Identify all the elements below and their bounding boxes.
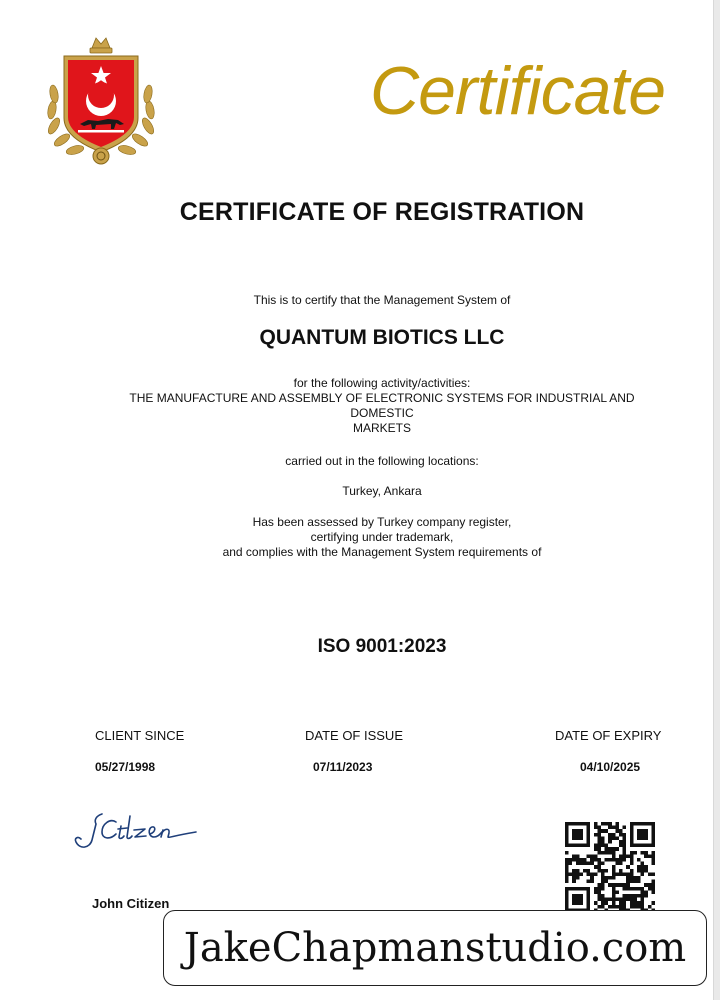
client-since-label: CLIENT SINCE	[95, 728, 185, 743]
iso-standard: ISO 9001:2023	[317, 636, 447, 657]
client-since-value: 05/27/1998	[95, 760, 156, 774]
company-name: QUANTUM BIOTICS LLC	[259, 326, 505, 349]
assessment-line: certifying under trademark,	[310, 530, 454, 544]
assessment-line: and complies with the Management System requirements of	[222, 545, 542, 559]
location-value: Turkey, Ankara	[342, 484, 422, 498]
signatory-name: John Citizen	[92, 896, 170, 911]
locations-intro: carried out in the following locations:	[285, 454, 479, 468]
certify-intro: This is to certify that the Management System of	[253, 293, 511, 307]
date-of-issue-label: DATE OF ISSUE	[305, 728, 403, 743]
activity-line: MARKETS	[352, 421, 411, 435]
activity-line: DOMESTIC	[350, 406, 414, 420]
crest-emblem-icon	[40, 34, 162, 166]
activity-intro: for the following activity/activities:	[293, 376, 471, 390]
activity-block	[0, 376, 720, 436]
date-of-expiry-value: 04/10/2025	[580, 760, 641, 774]
certificate-heading: Certificate	[370, 53, 666, 129]
date-of-expiry-label: DATE OF EXPIRY	[555, 728, 662, 743]
qr-code-icon	[565, 822, 655, 912]
activity-line: THE MANUFACTURE AND ASSEMBLY OF ELECTRONIC SYSTEMS FOR INDUSTRIAL AND	[129, 391, 635, 405]
watermark-banner: JakeChapmanstudio.com	[163, 910, 707, 986]
date-of-issue-value: 07/11/2023	[313, 760, 373, 774]
certificate-title: CERTIFICATE OF REGISTRATION	[179, 198, 585, 226]
signature-image	[72, 806, 204, 856]
assessment-block	[0, 515, 720, 560]
page-edge	[713, 0, 720, 1000]
assessment-line: Has been assessed by Turkey company register,	[252, 515, 512, 529]
